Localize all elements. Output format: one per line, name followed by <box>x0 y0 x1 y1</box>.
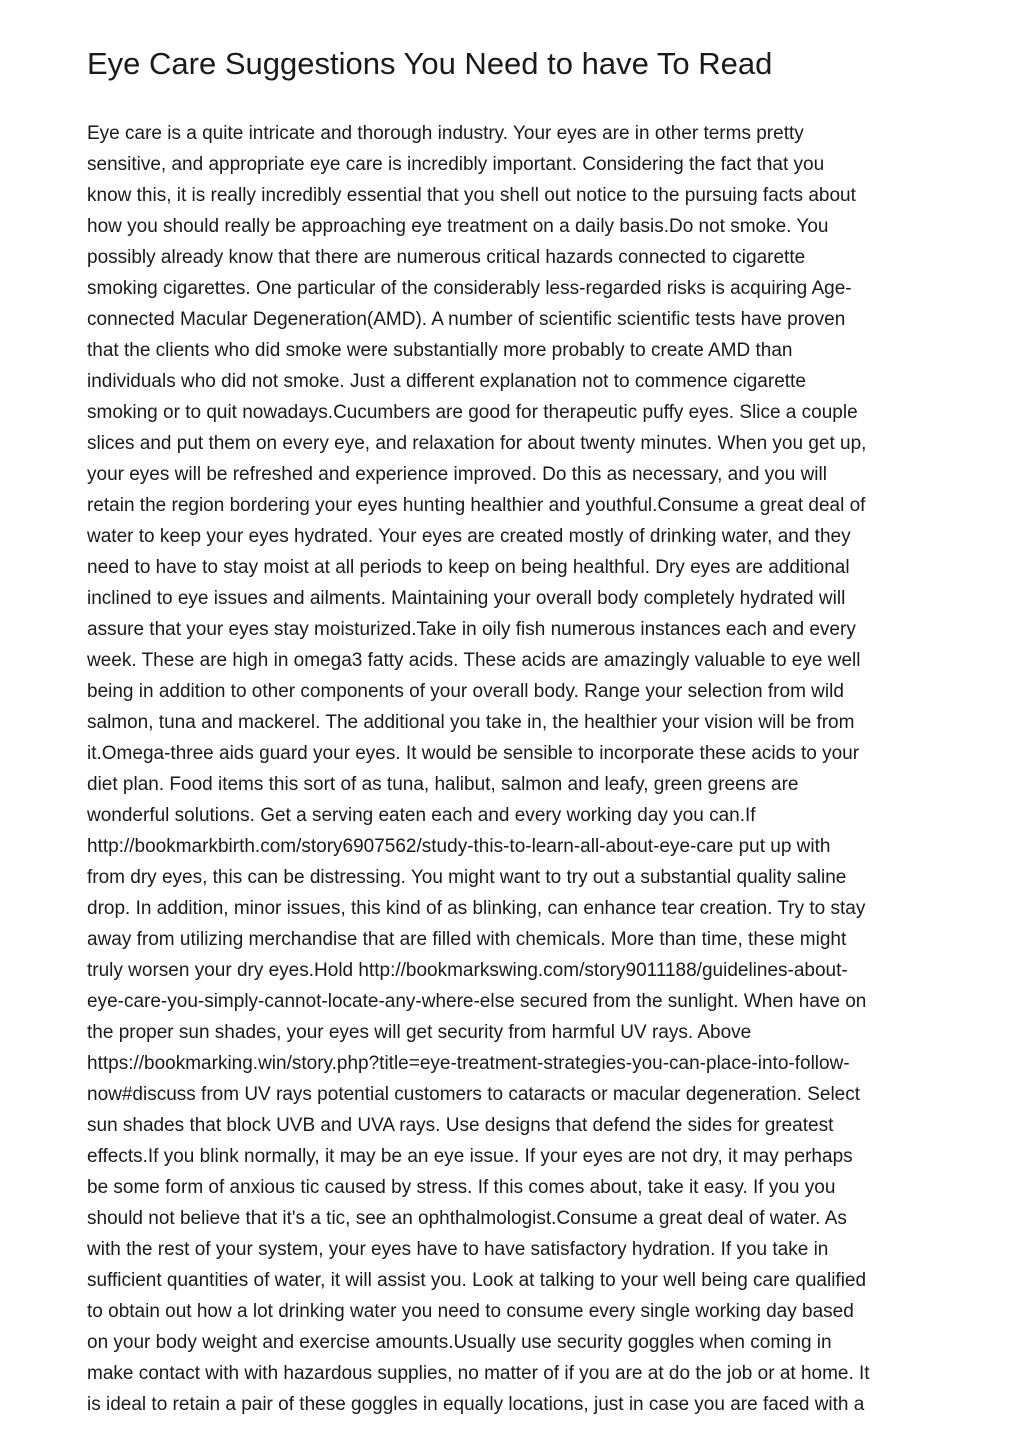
body-line: https://bookmarking.win/story.php?title=eye-treatment-strategies-you-can-place-into-follow- <box>87 1053 850 1074</box>
body-line: retain the region bordering your eyes hunting healthier and youthful.Consume a great deal of <box>87 495 866 516</box>
body-line: that the clients who did smoke were substantially more probably to create AMD than <box>87 340 793 361</box>
body-line: http://bookmarkbirth.com/story6907562/study-this-to-learn-all-about-eye-care put up with <box>87 836 831 857</box>
body-line: water to keep your eyes hydrated. Your eyes are created mostly of drinking water, and they <box>87 526 851 547</box>
body-line: inclined to eye issues and ailments. Maintaining your overall body completely hydrated will <box>87 588 846 609</box>
body-line: salmon, tuna and mackerel. The additional you take in, the healthier your vision will be from <box>87 712 855 733</box>
body-line: is ideal to retain a pair of these goggles in equally locations, just in case you are faced with a <box>87 1394 865 1415</box>
body-line: week. These are high in omega3 fatty acids. These acids are amazingly valuable to eye well <box>87 650 861 671</box>
body-line: truly worsen your dry eyes.Hold http://bookmarkswing.com/story9011188/guidelines-about- <box>87 960 848 981</box>
body-line: slices and put them on every eye, and relaxation for about twenty minutes. When you get up, <box>87 433 867 454</box>
body-line: sun shades that block UVB and UVA rays. Use designs that defend the sides for greatest <box>87 1115 834 1136</box>
body-line: the proper sun shades, your eyes will get security from harmful UV rays. Above <box>87 1022 752 1043</box>
body-line: sufficient quantities of water, it will assist you. Look at talking to your well being care qualified <box>87 1270 867 1291</box>
body-line: being in addition to other components of your overall body. Range your selection from wild <box>87 681 844 702</box>
document-page <box>87 0 939 1420</box>
body-line: should not believe that it's a tic, see an ophthalmologist.Consume a great deal of water. As <box>87 1208 847 1229</box>
body-line: connected Macular Degeneration(AMD). A number of scientific scientific tests have proven <box>87 309 846 330</box>
body-line: assure that your eyes stay moisturized.Take in oily fish numerous instances each and every <box>87 619 856 640</box>
body-line: make contact with with hazardous supplies, no matter of if you are at do the job or at home. It <box>87 1363 870 1384</box>
body-line: sensitive, and appropriate eye care is incredibly important. Considering the fact that you <box>87 154 825 175</box>
body-line: effects.If you blink normally, it may be an eye issue. If your eyes are not dry, it may perhaps <box>87 1146 853 1167</box>
body-line: be some form of anxious tic caused by stress. If this comes about, take it easy. If you you <box>87 1177 836 1198</box>
body-line: know this, it is really incredibly essential that you shell out notice to the pursuing facts about <box>87 185 856 206</box>
body-line: away from utilizing merchandise that are filled with chemicals. More than time, these might <box>87 929 847 950</box>
body-line: on your body weight and exercise amounts.Usually use security goggles when coming in <box>87 1332 832 1353</box>
body-line: how you should really be approaching eye treatment on a daily basis.Do not smoke. You <box>87 216 829 237</box>
body-line: individuals who did not smoke. Just a different explanation not to commence cigarette <box>87 371 806 392</box>
page-title: Eye Care Suggestions You Need to have To Read <box>87 46 773 81</box>
body-line: it.Omega-three aids guard your eyes. It would be sensible to incorporate these acids to your <box>87 743 860 764</box>
body-line: smoking or to quit nowadays.Cucumbers are good for therapeutic puffy eyes. Slice a couple <box>87 402 858 423</box>
body-line: smoking cigarettes. One particular of the considerably less-regarded risks is acquiring Age- <box>87 278 852 299</box>
body-line: from dry eyes, this can be distressing. You might want to try out a substantial quality saline <box>87 867 847 888</box>
article-body <box>87 118 939 1420</box>
body-line: now#discuss from UV rays potential customers to cataracts or macular degeneration. Select <box>87 1084 861 1105</box>
body-line: need to have to stay moist at all periods to keep on being healthful. Dry eyes are additional <box>87 557 850 578</box>
body-line: your eyes will be refreshed and experience improved. Do this as necessary, and you will <box>87 464 827 485</box>
body-line: possibly already know that there are numerous critical hazards connected to cigarette <box>87 247 806 268</box>
body-line: eye-care-you-simply-cannot-locate-any-where-else secured from the sunlight. When have on <box>87 991 867 1012</box>
body-line: with the rest of your system, your eyes have to have satisfactory hydration. If you take in <box>87 1239 829 1260</box>
body-line: to obtain out how a lot drinking water you need to consume every single working day based <box>87 1301 854 1322</box>
body-line: diet plan. Food items this sort of as tuna, halibut, salmon and leafy, green greens are <box>87 774 799 795</box>
body-line: wonderful solutions. Get a serving eaten each and every working day you can.If <box>87 805 756 826</box>
body-line: Eye care is a quite intricate and thorough industry. Your eyes are in other terms pretty <box>87 123 804 144</box>
body-line: drop. In addition, minor issues, this kind of as blinking, can enhance tear creation. Try to stay <box>87 898 866 919</box>
